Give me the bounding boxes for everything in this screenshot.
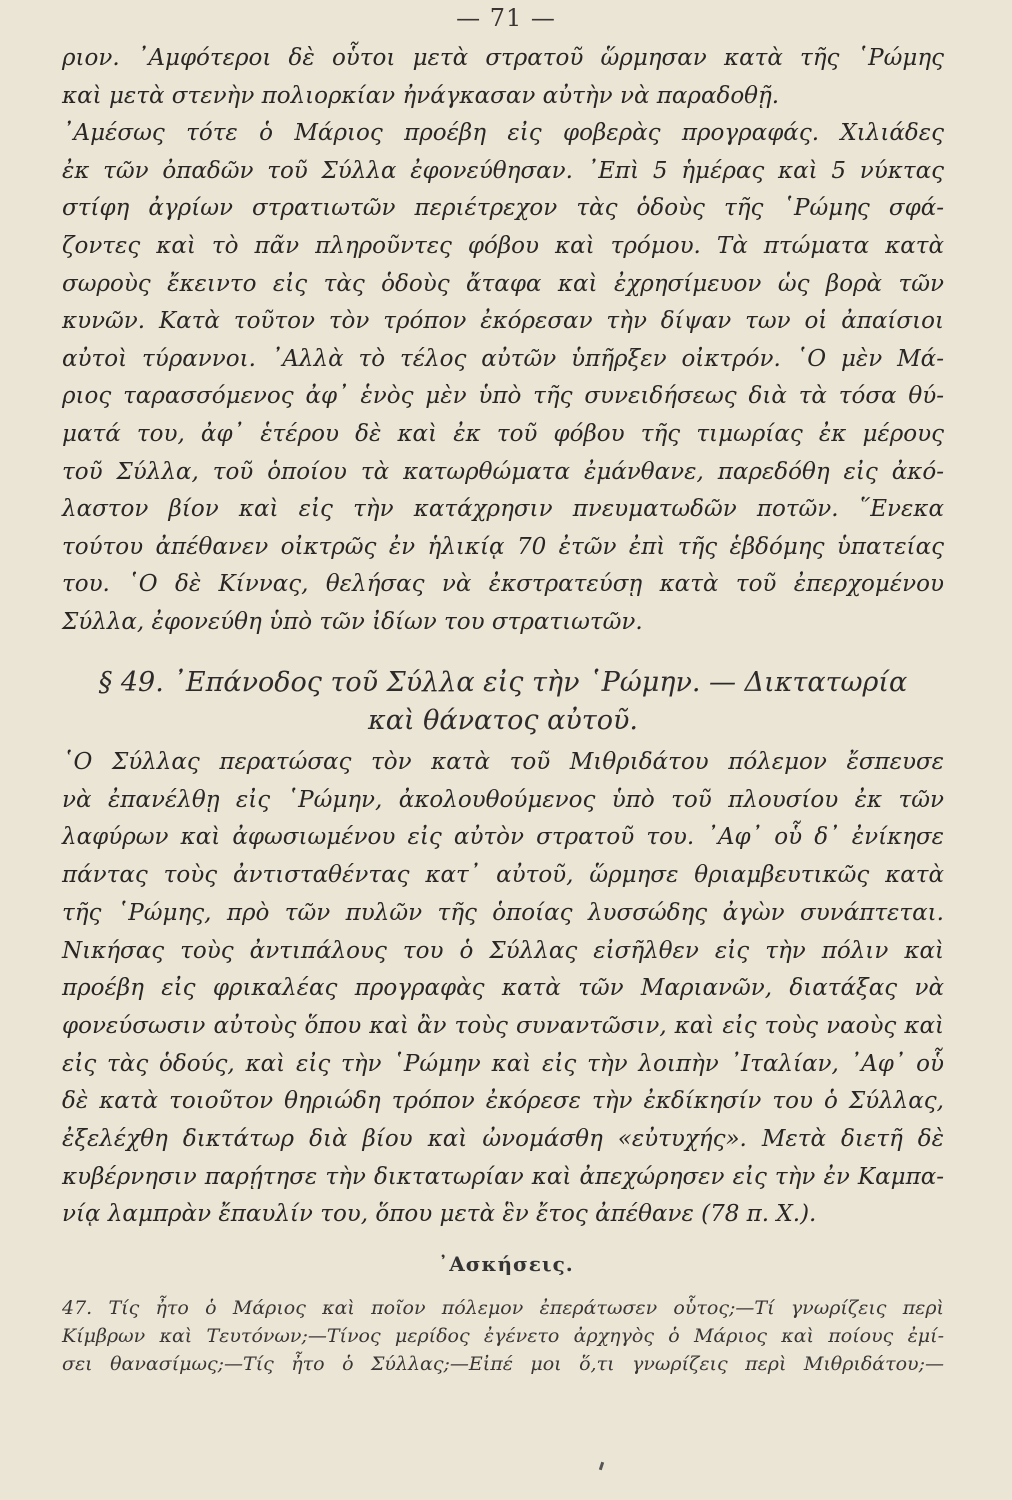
text-line: κυβέρνησιν παρῄτησε τὴν δικτατωρίαν καὶ ἀπεχώρησεν εἰς τὴν ἐν Καμπα- [62,1163,944,1190]
text-line: τῆς ῾Ρώμης, πρὸ τῶν πυλῶν τῆς ὁποίας λυσσώδης ἀγὼν συνάπτεται. [62,899,944,926]
text-line: σωροὺς ἔκειντο εἰς τὰς ὁδοὺς ἄταφα καὶ ἐχρησίμευον ὡς βορὰ τῶν [62,270,944,297]
text-line: στίφη ἀγρίων στρατιωτῶν περιέτρεχον τὰς ὁδοὺς τῆς ῾Ρώμης σφά- [62,195,944,222]
text-line: Σύλλα, ἐφονεύθη ὑπὸ τῶν ἰδίων του στρατιωτῶν. [62,608,643,635]
text-line: νίᾳ λαμπρὰν ἔπαυλίν του, ὅπου μετὰ ἓν ἔτος ἀπέθανε (78 π. Χ.). [62,1201,817,1228]
text-line: εἰς τὰς ὁδούς, καὶ εἰς τὴν ῾Ρώμην καὶ εἰς τὴν λοιπὴν ᾿Ιταλίαν, ᾿Αφ᾿ οὗ [62,1050,944,1077]
text-line: λαφύρων καὶ ἀφωσιωμένου εἰς αὐτὸν στρατοῦ του. ᾿Αφ᾿ οὗ δ᾿ ἐνίκησε [62,824,944,851]
text-line: ῾Ο Σύλλας περατώσας τὸν κατὰ τοῦ Μιθριδάτου πόλεμον ἔσπευσε [62,749,944,775]
text-line: αὐτοὶ τύραννοι. ᾿Αλλὰ τὸ τέλος αὐτῶν ὑπῆρξεν οἰκτρόν. ῾Ο μὲν Μά- [62,345,944,372]
text-line: ἐκ τῶν ὀπαδῶν τοῦ Σύλλα ἐφονεύθησαν. ᾿Επὶ 5 ἡμέρας καὶ 5 νύκτας [62,157,944,184]
exercises-list [62,1294,944,1378]
text-line: προέβη εἰς φρικαλέας προγραφὰς κατὰ τῶν Μαριανῶν, διατάξας νὰ [62,975,944,1002]
text-line: πάντας τοὺς ἀντισταθέντας κατ᾿ αὐτοῦ, ὥρμησε θριαμβευτικῶς κατὰ [62,862,944,889]
page-number: — 71 — [456,4,556,32]
text-line: κυνῶν. Κατὰ τοῦτον τὸν τρόπον ἐκόρεσαν τὴν δίψαν των οἱ ἀπαίσιοι [62,308,944,335]
text-line: ζοντες καὶ τὸ πᾶν πληροῦντες φόβου καὶ τρόμου. Τὰ πτώματα κατὰ [62,232,944,259]
paragraph-sulla [62,744,944,1234]
text-line: ματά του, ἀφ᾿ ἑτέρου δὲ καὶ ἐκ τοῦ φόβου τῆς τιμωρίας ἐκ μέρους [62,420,944,447]
text-line: λαστον βίον καὶ εἰς τὴν κατάχρησιν πνευματωδῶν ποτῶν. ῞Ενεκα [62,496,944,523]
paragraph-marius [62,40,944,642]
text-line: Νικήσας τοὺς ἀντιπάλους του ὁ Σύλλας εἰσῆλθεν εἰς τὴν πόλιν καὶ [62,937,944,964]
text-line: ριον. ᾿Αμφότεροι δὲ οὗτοι μετὰ στρατοῦ ὥρμησαν κατὰ τῆς ῾Ρώμης [62,45,944,71]
text-line: καὶ μετὰ στενὴν πολιορκίαν ἠνάγκασαν αὐτὴν νὰ παραδοθῇ. [62,82,780,109]
text-line: τούτου ἀπέθανεν οἰκτρῶς ἐν ἡλικίᾳ 70 ἐτῶν ἐπὶ τῆς ἑβδόμης ὑπατείας [62,533,944,560]
exercises-heading: ᾿Ασκήσεις. [438,1252,574,1276]
exercise-line: Κίμβρων καὶ Τευτόνων;—Τίνος μερίδος ἐγένετο ἀρχηγὸς ὁ Μάριος καὶ ποίους ἐμί- [62,1325,944,1347]
text-line: ριος ταρασσόμενος ἀφ᾿ ἑνὸς μὲν ὑπὸ τῆς συνειδήσεως διὰ τὰ τόσα θύ- [62,383,944,410]
text-line: του. ῾Ο δὲ Κίννας, θελήσας νὰ ἐκστρατεύσῃ κατὰ τοῦ ἐπερχομένου [62,571,944,598]
text-line: νὰ ἐπανέλθῃ εἰς ῾Ρώμην, ἀκολουθούμενος ὑπὸ τοῦ πλουσίου ἐκ τῶν [62,786,944,813]
text-line: δὲ κατὰ τοιοῦτον θηριώδη τρόπον ἐκόρεσε τὴν ἐκδίκησίν του ὁ Σύλλας, [62,1088,944,1115]
text-line: φονεύσωσιν αὐτοὺς ὅπου καὶ ἂν τοὺς συναντῶσιν, καὶ εἰς τοὺς ναοὺς καὶ [62,1012,944,1039]
section-heading-line-2: καὶ θάνατος αὐτοῦ. [368,705,638,736]
exercise-line: σει θανασίμως;—Τίς ἦτο ὁ Σύλλας;—Εἰπέ μοι ὅ,τι γνωρίζεις περὶ Μιθριδάτου;— [62,1353,944,1375]
text-line: τοῦ Σύλλα, τοῦ ὁποίου τὰ κατωρθώματα ἐμάνθανε, παρεδόθη εἰς ἀκό- [62,458,944,485]
section-heading-line-1 [62,664,944,702]
ink-mark [599,1462,604,1471]
section-number: § 49. [98,667,164,698]
text-line: ᾿Αμέσως τότε ὁ Μάριος προέβη εἰς φοβερὰς προγραφάς. Χιλιάδες [62,120,944,147]
section-heading [62,664,944,740]
section-title-text: ᾿Επάνοδος τοῦ Σύλλα εἰς τὴν ῾Ρώμην. — Δικτατωρία [172,667,908,698]
text-line: ἐξελέχθη δικτάτωρ διὰ βίου καὶ ὠνομάσθη «εὐτυχής». Μετὰ διετῆ δὲ [62,1126,944,1153]
exercise-line: 47. Τίς ἦτο ὁ Μάριος καὶ ποῖον πόλεμον ἐπεράτωσεν οὗτος;—Τί γνωρίζεις περὶ [62,1297,944,1319]
